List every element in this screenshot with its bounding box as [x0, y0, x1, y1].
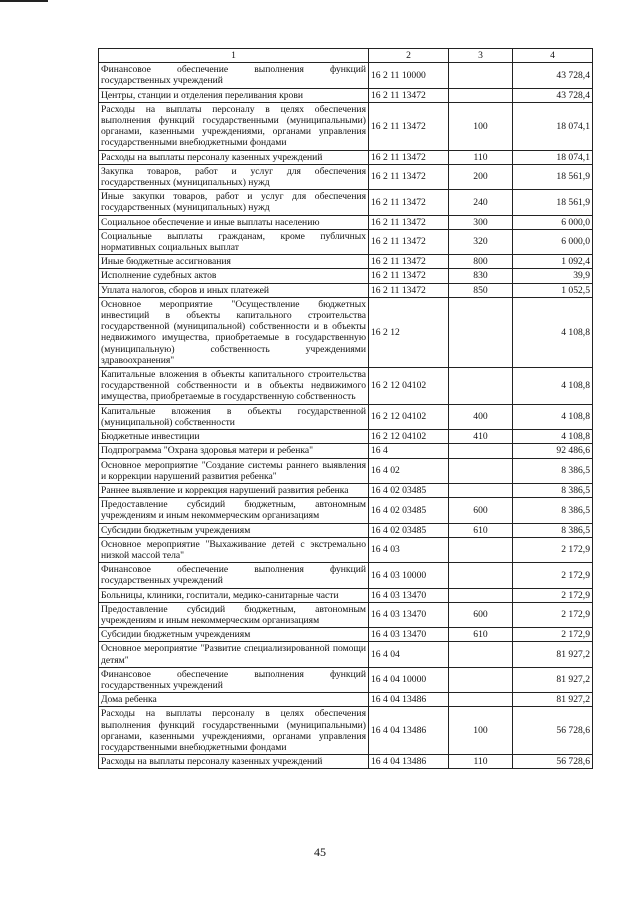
row-name: Финансовое обеспечение выполнения функций государственных учреждений — [99, 667, 369, 692]
row-amount: 18 074,1 — [513, 150, 593, 164]
top-rule — [0, 0, 48, 2]
row-code: 16 2 11 13472 — [369, 269, 449, 283]
row-name: Центры, станции и отделения переливания крови — [99, 88, 369, 102]
row-code: 16 4 04 10000 — [369, 667, 449, 692]
row-type: 100 — [449, 707, 513, 755]
row-type: 110 — [449, 150, 513, 164]
table-row — [99, 269, 593, 283]
row-type: 610 — [449, 628, 513, 642]
row-type — [449, 88, 513, 102]
row-amount: 43 728,4 — [513, 88, 593, 102]
row-amount: 39,9 — [513, 269, 593, 283]
row-name: Расходы на выплаты персоналу в целях обеспечения выполнения функций государственными (муниципальными) органами, казенными учреждениями, органами управления государственными внебюджетными фондами — [99, 707, 369, 755]
row-code: 16 2 11 13472 — [369, 283, 449, 297]
row-type — [449, 693, 513, 707]
row-type: 800 — [449, 255, 513, 269]
row-amount: 8 386,5 — [513, 458, 593, 483]
row-name: Иные закупки товаров, работ и услуг для обеспечения государственных (муниципальных) нужд — [99, 190, 369, 215]
table-row — [99, 563, 593, 588]
row-code: 16 4 03 13470 — [369, 602, 449, 627]
row-name: Основное мероприятие "Развитие специализированной помощи детям" — [99, 642, 369, 667]
row-name: Основное мероприятие "Выхаживание детей с экстремально низкой массой тела" — [99, 537, 369, 562]
row-amount: 2 172,9 — [513, 588, 593, 602]
table-row — [99, 588, 593, 602]
row-name: Основное мероприятие "Осуществление бюджетных инвестиций в объекты капитального строительства государственной (муниципальной) собственности и в объекты недвижимого имущества, приобретаемые в государственную (муниципальную) собственность учреждениями здравоохранения" — [99, 297, 369, 367]
row-type — [449, 458, 513, 483]
row-type — [449, 667, 513, 692]
row-name: Раннее выявление и коррекция нарушений развития ребенка — [99, 483, 369, 497]
row-amount: 18 074,1 — [513, 102, 593, 150]
row-amount: 2 172,9 — [513, 563, 593, 588]
row-code: 16 2 11 13472 — [369, 229, 449, 254]
row-name: Капитальные вложения в объекты государственной (муниципальной) собственности — [99, 404, 369, 429]
row-type: 610 — [449, 523, 513, 537]
table-row — [99, 483, 593, 497]
row-amount: 8 386,5 — [513, 523, 593, 537]
row-amount: 81 927,2 — [513, 642, 593, 667]
row-type: 600 — [449, 498, 513, 523]
row-code: 16 4 02 — [369, 458, 449, 483]
table-row — [99, 628, 593, 642]
row-code: 16 4 04 13486 — [369, 693, 449, 707]
row-name: Исполнение судебных актов — [99, 269, 369, 283]
row-code: 16 4 03 13470 — [369, 588, 449, 602]
row-code: 16 4 04 13486 — [369, 707, 449, 755]
row-code: 16 2 11 13472 — [369, 102, 449, 150]
table-row — [99, 693, 593, 707]
row-type: 320 — [449, 229, 513, 254]
table-row — [99, 88, 593, 102]
row-code: 16 2 11 10000 — [369, 63, 449, 88]
row-code: 16 2 12 04102 — [369, 404, 449, 429]
row-name: Закупка товаров, работ и услуг для обеспечения государственных (муниципальных) нужд — [99, 164, 369, 189]
row-type: 830 — [449, 269, 513, 283]
row-name: Уплата налогов, сборов и иных платежей — [99, 283, 369, 297]
row-amount: 81 927,2 — [513, 667, 593, 692]
row-amount: 1 052,5 — [513, 283, 593, 297]
row-amount: 1 092,4 — [513, 255, 593, 269]
row-name: Дома ребенка — [99, 693, 369, 707]
row-code: 16 2 11 13472 — [369, 190, 449, 215]
row-type — [449, 297, 513, 367]
table-row — [99, 283, 593, 297]
row-name: Бюджетные инвестиции — [99, 430, 369, 444]
header-col-2: 2 — [369, 49, 449, 63]
row-type — [449, 444, 513, 458]
row-code: 16 4 02 03485 — [369, 498, 449, 523]
table-header-row — [99, 49, 593, 63]
row-name: Финансовое обеспечение выполнения функций государственных учреждений — [99, 63, 369, 88]
page-number: 45 — [314, 845, 326, 859]
table-row — [99, 755, 593, 769]
table-row — [99, 707, 593, 755]
row-name: Предоставление субсидий бюджетным, автономным учреждениям и иным некоммерческим организациям — [99, 602, 369, 627]
row-type — [449, 368, 513, 405]
header-col-3: 3 — [449, 49, 513, 63]
row-name: Расходы на выплаты персоналу казенных учреждений — [99, 755, 369, 769]
row-name: Капитальные вложения в объекты капитального строительства государственной собственности и в объекты недвижимого имущества, приобретаемые в государственную собственность — [99, 368, 369, 405]
row-amount: 92 486,6 — [513, 444, 593, 458]
table-row — [99, 215, 593, 229]
row-amount: 4 108,8 — [513, 368, 593, 405]
table-row — [99, 667, 593, 692]
table-row — [99, 642, 593, 667]
row-code: 16 2 11 13472 — [369, 215, 449, 229]
row-code: 16 4 03 — [369, 537, 449, 562]
row-code: 16 2 11 13472 — [369, 150, 449, 164]
row-name: Субсидии бюджетным учреждениям — [99, 523, 369, 537]
row-type — [449, 563, 513, 588]
table-row — [99, 458, 593, 483]
row-amount: 18 561,9 — [513, 190, 593, 215]
row-name: Субсидии бюджетным учреждениям — [99, 628, 369, 642]
table-row — [99, 368, 593, 405]
header-col-1: 1 — [99, 49, 369, 63]
table-row — [99, 444, 593, 458]
row-amount: 8 386,5 — [513, 483, 593, 497]
row-code: 16 4 04 13486 — [369, 755, 449, 769]
table-row — [99, 63, 593, 88]
table-row — [99, 297, 593, 367]
row-type — [449, 63, 513, 88]
row-code: 16 4 02 03485 — [369, 523, 449, 537]
row-amount: 2 172,9 — [513, 537, 593, 562]
row-name: Финансовое обеспечение выполнения функций государственных учреждений — [99, 563, 369, 588]
row-name: Предоставление субсидий бюджетным, автономным учреждениям и иным некоммерческим организациям — [99, 498, 369, 523]
row-amount: 43 728,4 — [513, 63, 593, 88]
row-name: Расходы на выплаты персоналу казенных учреждений — [99, 150, 369, 164]
row-name: Подпрограмма "Охрана здоровья матери и ребенка" — [99, 444, 369, 458]
table-row — [99, 150, 593, 164]
row-type: 300 — [449, 215, 513, 229]
row-code: 16 4 04 — [369, 642, 449, 667]
table-row — [99, 102, 593, 150]
row-name: Больницы, клиники, госпитали, медико-санитарные части — [99, 588, 369, 602]
row-type: 110 — [449, 755, 513, 769]
row-amount: 4 108,8 — [513, 297, 593, 367]
row-type: 400 — [449, 404, 513, 429]
row-amount: 4 108,8 — [513, 404, 593, 429]
row-name: Социальное обеспечение и иные выплаты населению — [99, 215, 369, 229]
row-amount: 56 728,6 — [513, 707, 593, 755]
row-code: 16 4 03 10000 — [369, 563, 449, 588]
row-name: Иные бюджетные ассигнования — [99, 255, 369, 269]
table-row — [99, 537, 593, 562]
row-amount: 6 000,0 — [513, 215, 593, 229]
table-row — [99, 404, 593, 429]
row-amount: 56 728,6 — [513, 755, 593, 769]
row-type: 850 — [449, 283, 513, 297]
row-amount: 2 172,9 — [513, 602, 593, 627]
row-code: 16 4 03 13470 — [369, 628, 449, 642]
row-name: Расходы на выплаты персоналу в целях обеспечения выполнения функций государственными (муниципальными) органами, казенными учреждениями, органами управления государственными внебюджетными фондами — [99, 102, 369, 150]
row-type: 410 — [449, 430, 513, 444]
table-row — [99, 164, 593, 189]
row-name: Основное мероприятие "Создание системы раннего выявления и коррекции нарушений развития ребенка" — [99, 458, 369, 483]
row-type — [449, 537, 513, 562]
table-row — [99, 498, 593, 523]
row-amount: 18 561,9 — [513, 164, 593, 189]
row-code: 16 2 11 13472 — [369, 255, 449, 269]
row-code: 16 4 02 03485 — [369, 483, 449, 497]
row-amount: 8 386,5 — [513, 498, 593, 523]
row-name: Социальные выплаты гражданам, кроме публичных нормативных социальных выплат — [99, 229, 369, 254]
row-amount: 81 927,2 — [513, 693, 593, 707]
row-amount: 2 172,9 — [513, 628, 593, 642]
table-row — [99, 255, 593, 269]
row-code: 16 2 12 04102 — [369, 430, 449, 444]
budget-table — [98, 48, 593, 769]
row-code: 16 4 — [369, 444, 449, 458]
row-type: 200 — [449, 164, 513, 189]
table-row — [99, 523, 593, 537]
row-type — [449, 642, 513, 667]
table-row — [99, 190, 593, 215]
table-row — [99, 229, 593, 254]
row-code: 16 2 11 13472 — [369, 88, 449, 102]
row-amount: 6 000,0 — [513, 229, 593, 254]
row-code: 16 2 12 — [369, 297, 449, 367]
row-amount: 4 108,8 — [513, 430, 593, 444]
row-code: 16 2 11 13472 — [369, 164, 449, 189]
row-type — [449, 483, 513, 497]
row-type — [449, 588, 513, 602]
table-row — [99, 602, 593, 627]
table-row — [99, 430, 593, 444]
row-type: 600 — [449, 602, 513, 627]
row-type: 240 — [449, 190, 513, 215]
row-type: 100 — [449, 102, 513, 150]
row-code: 16 2 12 04102 — [369, 368, 449, 405]
header-col-4: 4 — [513, 49, 593, 63]
